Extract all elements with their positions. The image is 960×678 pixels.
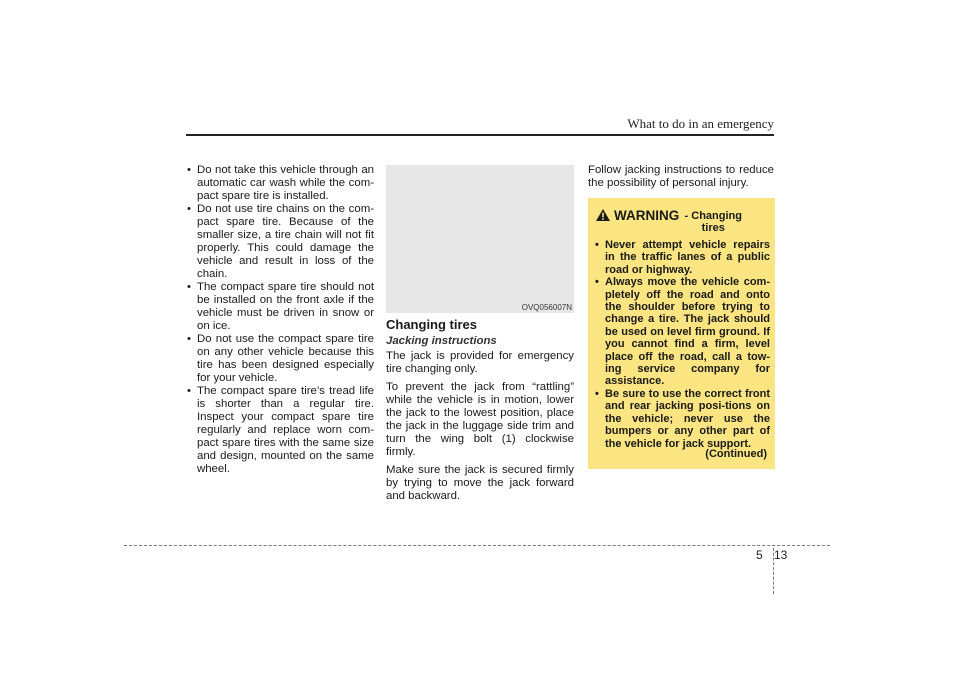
image-code: OVQ056007N xyxy=(521,303,572,312)
paragraph: Make sure the jack is secured firmly by trying to move the jack forward and backward. xyxy=(386,464,574,502)
intro-paragraph: Follow jacking instructions to reduce the possibility of personal injury. xyxy=(588,164,774,189)
bullet-item: • The compact spare tire should not be installed on the front axle if the vehicle must be driven in snow or on ice. xyxy=(186,281,374,333)
warning-item: • Never attempt vehicle repairs in the traffic lanes of a public road or highway. xyxy=(594,239,770,276)
warning-item: • Always move the vehicle com-pletely off the road and onto the shoulder before trying to change a tire. The jack should be used on level firm ground. If you cannot find a firm, level place off the road, call a tow-ing service company for assistance. xyxy=(594,276,770,388)
jack-photo-placeholder xyxy=(386,165,574,313)
warning-list xyxy=(594,239,770,450)
paragraph: To prevent the jack from “rattling” while the vehicle is in motion, lower the jack to the lowest position, place the jack in the luggage side trim and turn the wing bolt (1) clockwise firmly. xyxy=(386,381,574,458)
section-number: 5 xyxy=(756,548,763,562)
warning-subtitle: - Changing tires xyxy=(684,210,742,234)
middle-column xyxy=(386,318,574,508)
warning-item: • Be sure to use the correct front and rear jacking posi-tions on the vehicle; never use the bumpers or any other part of the vehicle for jack support. xyxy=(594,388,770,450)
warning-triangle-icon xyxy=(596,209,610,221)
warning-header xyxy=(596,208,743,234)
bullet-item: • Do not use the compact spare tire on any other vehicle because this tire has been designed especially for your vehicle. xyxy=(186,333,374,385)
bullet-item: • The compact spare tire’s tread life is shorter than a regular tire. Inspect your compact spare tire regularly and replace worn com-pact spare tires with the same size and design, mounted on the same wheel. xyxy=(186,385,374,476)
page-number-value: 13 xyxy=(774,548,788,562)
subsection-title: Jacking instructions xyxy=(386,335,497,347)
left-column xyxy=(186,164,374,476)
bullet-item: • Do not use tire chains on the com-pact spare tire. Because of the smaller size, a tire chain will not fit properly. This could damage the vehicle and result in loss of the chain. xyxy=(186,203,374,281)
warning-box xyxy=(588,198,775,469)
header-title: What to do in an emergency xyxy=(627,116,774,131)
page-divider xyxy=(773,548,774,594)
footer-rule xyxy=(124,545,830,546)
header-rule xyxy=(186,134,774,136)
right-column-intro xyxy=(588,164,774,195)
warning-label: WARNING xyxy=(614,208,680,223)
bullet-item: • Do not take this vehicle through an automatic car wash while the com-pact spare tire is installed. xyxy=(186,164,374,203)
bullet-list xyxy=(186,164,374,476)
paragraph: The jack is provided for emergency tire changing only. xyxy=(386,350,574,375)
continued-label: (Continued) xyxy=(705,448,767,460)
section-title: Changing tires xyxy=(386,317,478,332)
